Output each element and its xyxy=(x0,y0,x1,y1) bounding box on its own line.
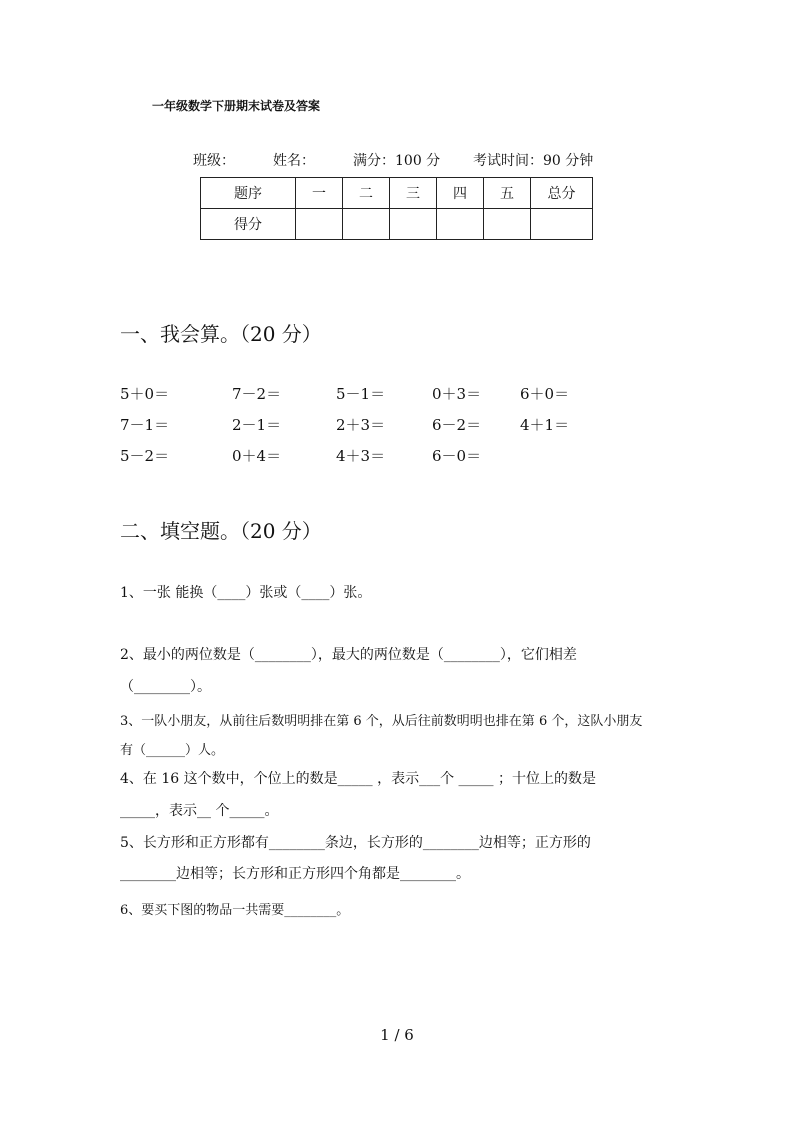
score-cell[interactable] xyxy=(531,209,593,240)
score-header-cell: 二 xyxy=(343,178,390,209)
class-label: 班级： xyxy=(193,153,235,169)
question-5-line-2: ________边相等；长方形和正方形四个角都是________。 xyxy=(120,866,470,882)
calc-item: 6－0＝ xyxy=(432,447,482,465)
score-header-cell: 总分 xyxy=(531,178,593,209)
score-header-cell: 题序 xyxy=(201,178,296,209)
score-cell[interactable] xyxy=(296,209,343,240)
score-header-cell: 三 xyxy=(390,178,437,209)
score-cell[interactable] xyxy=(343,209,390,240)
calc-item: 0＋4＝ xyxy=(232,447,282,465)
question-3-line-1: 3、一队小朋友，从前往后数明明排在第 6 个，从后往前数明明也排在第 6 个，这队小朋友 xyxy=(120,714,643,729)
exam-time-label: 考试时间：90 分钟 xyxy=(473,153,594,169)
score-cell[interactable] xyxy=(437,209,484,240)
question-3-line-2: 有（______）人。 xyxy=(120,743,225,758)
score-table-score-row xyxy=(201,209,593,240)
score-header-cell: 一 xyxy=(296,178,343,209)
score-cell[interactable] xyxy=(484,209,531,240)
calc-item: 7－2＝ xyxy=(232,385,282,403)
score-table xyxy=(200,177,593,240)
question-1: 1、一张 能换（____）张或（____）张。 xyxy=(120,585,372,601)
calc-item: 5＋0＝ xyxy=(120,385,170,403)
score-table-header-row xyxy=(201,178,593,209)
calc-item: 4＋1＝ xyxy=(520,416,570,434)
question-4-line-1: 4、在 16 这个数中，个位上的数是_____ ，表示___个 _____ ；十位上的数是 xyxy=(120,771,596,787)
calc-item: 5－1＝ xyxy=(336,385,386,403)
calc-item: 2－1＝ xyxy=(232,416,282,434)
score-row-label: 得分 xyxy=(201,209,296,240)
full-score-label: 满分：100 分 xyxy=(353,153,441,169)
calc-item: 4＋3＝ xyxy=(336,447,386,465)
section-1-title: 一、我会算。（20 分） xyxy=(120,322,322,346)
name-label: 姓名： xyxy=(273,153,315,169)
calc-item: 6－2＝ xyxy=(432,416,482,434)
question-5-line-1: 5、长方形和正方形都有________条边，长方形的________边相等；正方形的 xyxy=(120,835,591,851)
calc-item: 2＋3＝ xyxy=(336,416,386,434)
calc-item: 5－2＝ xyxy=(120,447,170,465)
question-4-line-2: _____，表示__ 个_____。 xyxy=(120,803,279,819)
section-2-title: 二、填空题。（20 分） xyxy=(120,519,322,543)
calc-item: 7－1＝ xyxy=(120,416,170,434)
page-number: 1 / 6 xyxy=(380,1026,414,1044)
score-header-cell: 四 xyxy=(437,178,484,209)
calc-item: 6＋0＝ xyxy=(520,385,570,403)
score-header-cell: 五 xyxy=(484,178,531,209)
document-title: 一年级数学下册期末试卷及答案 xyxy=(152,99,321,113)
score-cell[interactable] xyxy=(390,209,437,240)
question-2-line-2: （________）。 xyxy=(120,679,211,695)
question-6: 6、要买下图的物品一共需要________。 xyxy=(120,903,350,918)
question-2-line-1: 2、最小的两位数是（________），最大的两位数是（________），它们相差 xyxy=(120,647,577,663)
calc-item: 0＋3＝ xyxy=(432,385,482,403)
